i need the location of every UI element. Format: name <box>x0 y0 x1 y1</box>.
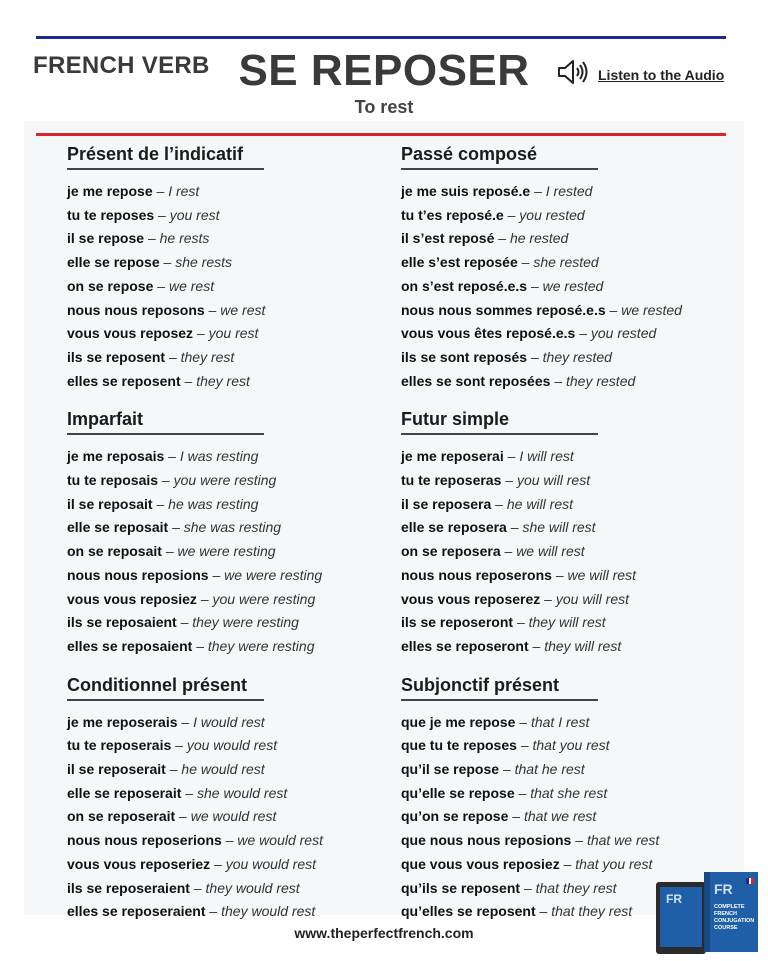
speaker-icon <box>556 58 590 91</box>
english-translation: she rests <box>175 254 233 271</box>
french-form: nous nous reposerions <box>67 832 222 849</box>
dash-separator: – <box>510 519 519 536</box>
dash-separator: – <box>507 448 516 465</box>
dash-separator: – <box>507 206 516 223</box>
french-form: je me reposerai <box>401 448 504 465</box>
dash-separator: – <box>575 832 584 849</box>
french-form: elle se repose <box>67 254 160 271</box>
book-badge: FR <box>714 881 733 897</box>
french-form: elles se reposaient <box>67 637 193 654</box>
french-form: elle se reposera <box>401 519 507 536</box>
conjugation-row <box>401 180 721 204</box>
english-translation: we rested <box>621 301 682 318</box>
conjugation-row <box>67 758 387 782</box>
section-title: Passé composé <box>401 143 598 170</box>
english-translation: you rested <box>519 206 585 223</box>
dash-separator: – <box>214 855 222 872</box>
english-translation: we were resting <box>177 543 276 560</box>
dash-separator: – <box>180 614 189 631</box>
dash-separator: – <box>518 784 527 801</box>
french-form: nous nous reposons <box>67 301 205 318</box>
dash-separator: – <box>157 277 166 294</box>
dash-separator: – <box>185 784 194 801</box>
english-translation: you were resting <box>212 590 316 607</box>
conjugation-row <box>401 275 721 299</box>
french-form: on se reposait <box>67 543 162 560</box>
dash-separator: – <box>544 590 552 607</box>
english-translation: she was resting <box>183 519 282 536</box>
dash-separator: – <box>169 761 178 778</box>
listen-audio-link[interactable] <box>556 58 724 91</box>
french-form: on se repose <box>67 277 154 294</box>
english-translation: we were resting <box>224 566 323 583</box>
dash-separator: – <box>521 254 530 271</box>
french-form: ils se sont reposés <box>401 348 528 365</box>
conjugation-row <box>67 829 387 853</box>
french-form: ils se reposeront <box>401 614 514 631</box>
french-form: elles se reposent <box>67 372 181 389</box>
dash-separator: – <box>181 713 190 730</box>
conjugation-row <box>67 635 387 659</box>
dash-separator: – <box>208 301 217 318</box>
english-translation: she rested <box>533 254 599 271</box>
dash-separator: – <box>156 495 165 512</box>
book-line-1: COMPLETE <box>714 904 745 910</box>
dash-separator: – <box>225 832 234 849</box>
english-translation: they were resting <box>207 637 315 654</box>
red-rule <box>36 133 726 136</box>
conjugation-row <box>401 346 721 370</box>
dash-separator: – <box>495 495 503 512</box>
french-form: je me repose <box>67 183 153 199</box>
section-present <box>67 143 387 393</box>
conjugation-row <box>401 734 721 758</box>
dash-separator: – <box>523 879 532 896</box>
english-translation: that they rest <box>535 879 617 896</box>
dash-separator: – <box>193 879 202 896</box>
section-title: Conditionnel présent <box>67 674 264 701</box>
conjugation-row <box>67 877 387 901</box>
section-passe-compose <box>401 143 721 393</box>
conjugation-row <box>401 829 721 853</box>
french-form: tu te reposes <box>67 206 155 223</box>
dash-separator: – <box>512 808 521 825</box>
dash-separator: – <box>163 254 172 271</box>
section-title: Subjonctif présent <box>401 674 598 701</box>
conjugation-row <box>401 758 721 782</box>
dash-separator: – <box>212 566 221 583</box>
book-line-4: COURSE <box>714 925 738 931</box>
french-form: tu te reposais <box>67 472 159 489</box>
dash-separator: – <box>520 737 529 754</box>
english-translation: you will rest <box>516 472 591 489</box>
english-translation: that he rest <box>514 761 585 778</box>
conjugation-row <box>401 204 721 228</box>
english-translation: we rested <box>542 277 604 294</box>
conjugation-row <box>401 588 721 612</box>
conjugation-row <box>67 180 387 204</box>
conjugation-row <box>67 564 387 588</box>
french-form: tu t’es reposé.e <box>401 206 504 223</box>
french-form: il se reposera <box>401 495 492 512</box>
conjugation-row <box>401 516 721 540</box>
english-translation: you will rest <box>555 590 629 607</box>
french-form: que vous vous reposiez <box>401 855 560 872</box>
conjugation-row <box>401 469 721 493</box>
conjugation-row <box>67 204 387 228</box>
tablet-badge: FR <box>666 892 682 906</box>
english-translation: we will rest <box>516 543 585 560</box>
conjugation-row <box>67 370 387 394</box>
english-translation: they will rest <box>528 614 606 631</box>
dash-separator: – <box>539 903 548 920</box>
french-form: vous vous reposerez <box>401 590 541 607</box>
listen-audio-label: Listen to the Audio <box>598 66 725 83</box>
english-translation: he will rest <box>506 495 573 512</box>
french-form: il se reposerait <box>67 761 166 778</box>
conjugation-row <box>67 782 387 806</box>
left-column <box>67 143 387 939</box>
dash-separator: – <box>530 348 539 365</box>
english-translation: I will rest <box>519 448 574 465</box>
dash-separator: – <box>502 761 511 778</box>
dash-separator: – <box>175 737 183 754</box>
french-form: elles se reposeront <box>401 637 529 654</box>
french-form: vous vous êtes reposé.e.s <box>401 325 576 342</box>
french-form: elle s’est reposée <box>401 254 518 271</box>
conjugation-row <box>401 540 721 564</box>
book-line-2: FRENCH <box>714 911 737 917</box>
french-form: ils se reposeraient <box>67 879 190 896</box>
dash-separator: – <box>516 614 525 631</box>
dash-separator: – <box>196 325 205 342</box>
english-translation: we will rest <box>567 566 636 583</box>
brand-label: FRENCH VERB <box>33 52 210 79</box>
english-translation: I rest <box>168 183 200 199</box>
conjugation-row <box>67 900 387 924</box>
french-form: il se reposait <box>67 495 153 512</box>
website-url[interactable]: www.theperfectfrench.com <box>294 925 474 941</box>
conjugation-row <box>67 611 387 635</box>
dash-separator: – <box>563 855 572 872</box>
english-translation: we rest <box>168 277 215 294</box>
conjugation-row <box>401 493 721 517</box>
dash-separator: – <box>530 277 539 294</box>
english-translation: you would rest <box>225 855 317 872</box>
conjugation-row <box>67 299 387 323</box>
english-translation: he rests <box>159 230 210 247</box>
dash-separator: – <box>158 206 166 223</box>
dash-separator: – <box>196 637 204 654</box>
english-translation: he would rest <box>181 761 265 778</box>
conjugation-row <box>67 469 387 493</box>
conjugation-row <box>401 635 721 659</box>
english-translation: that I rest <box>530 713 590 730</box>
course-book-image <box>652 868 762 956</box>
english-translation: they would rest <box>205 879 300 896</box>
conjugation-row <box>67 445 387 469</box>
conjugation-row <box>67 227 387 251</box>
conjugation-row <box>401 322 721 346</box>
english-translation: you would rest <box>186 737 278 754</box>
conjugation-row <box>67 346 387 370</box>
section-title: Présent de l’indicatif <box>67 143 264 170</box>
dash-separator: – <box>184 372 193 389</box>
french-form: vous vous reposeriez <box>67 855 211 872</box>
french-form: il se repose <box>67 230 145 247</box>
french-form: nous nous reposerons <box>401 566 552 583</box>
french-form: tu te reposeras <box>401 472 502 489</box>
dash-separator: – <box>161 472 170 489</box>
dash-separator: – <box>168 348 177 365</box>
french-form: je me suis reposé.e <box>401 183 531 199</box>
conjugation-row <box>401 564 721 588</box>
page-title: SE REPOSER <box>238 46 530 95</box>
english-translation: you were resting <box>173 472 277 489</box>
french-form: qu’on se repose <box>401 808 509 825</box>
french-form: on se reposerait <box>67 808 176 825</box>
conjugation-row <box>67 805 387 829</box>
french-form: on s’est reposé.e.s <box>401 277 528 294</box>
english-translation: that they rest <box>551 903 633 920</box>
conjugation-row <box>67 734 387 758</box>
french-form: qu’il se repose <box>401 761 500 778</box>
dash-separator: – <box>179 808 187 825</box>
french-form: qu’elles se reposent <box>401 903 536 920</box>
dash-separator: – <box>165 543 174 560</box>
english-translation: that she rest <box>530 784 608 801</box>
dash-separator: – <box>555 566 564 583</box>
dash-separator: – <box>498 230 507 247</box>
top-rule <box>36 36 726 39</box>
english-translation: I was resting <box>179 448 259 465</box>
english-translation: she will rest <box>522 519 596 536</box>
conjugation-row <box>401 251 721 275</box>
english-translation: we would rest <box>190 808 277 825</box>
english-translation: they will rest <box>544 637 622 654</box>
french-form: nous nous sommes reposé.e.s <box>401 301 606 318</box>
english-translation: that you rest <box>532 737 610 754</box>
dash-separator: – <box>504 543 513 560</box>
english-translation: she would rest <box>196 784 288 801</box>
page-subtitle: To rest <box>354 97 414 117</box>
conjugation-row <box>401 805 721 829</box>
conjugation-row <box>401 782 721 806</box>
dash-separator: – <box>505 472 514 489</box>
french-form: je me reposerais <box>67 713 178 730</box>
french-form: il s’est reposé <box>401 230 495 247</box>
book-line-3: CONJUGATION <box>714 918 755 924</box>
french-form: elle se reposerait <box>67 784 182 801</box>
conjugation-row <box>401 299 721 323</box>
english-translation: they were resting <box>192 614 299 631</box>
french-form: elles se reposeraient <box>67 903 206 920</box>
french-form: qu’elle se repose <box>401 784 515 801</box>
dash-separator: – <box>609 301 618 318</box>
english-translation: you rest <box>208 325 259 342</box>
dash-separator: – <box>156 183 165 199</box>
section-futur <box>401 408 721 658</box>
english-translation: you rested <box>590 325 657 342</box>
french-form: que nous nous reposions <box>401 832 572 849</box>
conjugation-row <box>401 227 721 251</box>
french-form: ils se reposent <box>67 348 166 365</box>
french-form: nous nous reposions <box>67 566 209 583</box>
english-translation: that you rest <box>575 855 653 872</box>
conjugation-row <box>67 853 387 877</box>
conjugation-row <box>67 493 387 517</box>
conjugation-row <box>401 611 721 635</box>
conjugation-row <box>67 516 387 540</box>
dash-separator: – <box>519 713 528 730</box>
conjugation-row <box>401 370 721 394</box>
english-translation: I rested <box>545 183 593 199</box>
english-translation: we would rest <box>237 832 323 849</box>
dash-separator: – <box>579 325 587 342</box>
dash-separator: – <box>200 590 209 607</box>
conjugation-row <box>67 588 387 612</box>
french-form: que je me repose <box>401 713 516 730</box>
french-form: je me reposais <box>67 448 165 465</box>
conjugation-row <box>67 251 387 275</box>
english-translation: they rest <box>196 372 250 389</box>
dash-separator: – <box>209 903 218 920</box>
french-form: vous vous reposiez <box>67 590 197 607</box>
conjugation-row <box>67 540 387 564</box>
english-translation: that we rest <box>523 808 597 825</box>
french-form: ils se reposaient <box>67 614 177 631</box>
english-translation: he rested <box>509 230 569 247</box>
conjugation-row <box>67 275 387 299</box>
english-translation: he was resting <box>168 495 259 512</box>
section-title: Imparfait <box>67 408 264 435</box>
english-translation: we rest <box>220 301 266 318</box>
english-translation: they rested <box>542 348 612 365</box>
french-form: elles se sont reposées <box>401 372 551 389</box>
english-translation: you rest <box>169 206 220 223</box>
dash-separator: – <box>147 230 156 247</box>
french-form: qu’ils se reposent <box>401 879 521 896</box>
section-conditionnel <box>67 674 387 924</box>
dash-separator: – <box>532 637 541 654</box>
english-translation: that we rest <box>586 832 660 849</box>
french-form: on se reposera <box>401 543 501 560</box>
english-translation: they would rest <box>221 903 316 920</box>
french-form: que tu te reposes <box>401 737 517 754</box>
english-translation: they rest <box>180 348 235 365</box>
conjugation-row <box>67 711 387 735</box>
right-column <box>401 143 721 939</box>
section-title: Futur simple <box>401 408 598 435</box>
english-translation: they rested <box>566 372 636 389</box>
dash-separator: – <box>172 519 180 536</box>
french-form: tu te reposerais <box>67 737 172 754</box>
english-translation: I would rest <box>193 713 265 730</box>
section-imparfait <box>67 408 387 658</box>
conjugation-row <box>67 322 387 346</box>
french-form: elle se reposait <box>67 519 169 536</box>
dash-separator: – <box>168 448 176 465</box>
conjugation-row <box>401 711 721 735</box>
french-form: vous vous reposez <box>67 325 194 342</box>
dash-separator: – <box>534 183 542 199</box>
conjugation-row <box>401 445 721 469</box>
dash-separator: – <box>554 372 563 389</box>
